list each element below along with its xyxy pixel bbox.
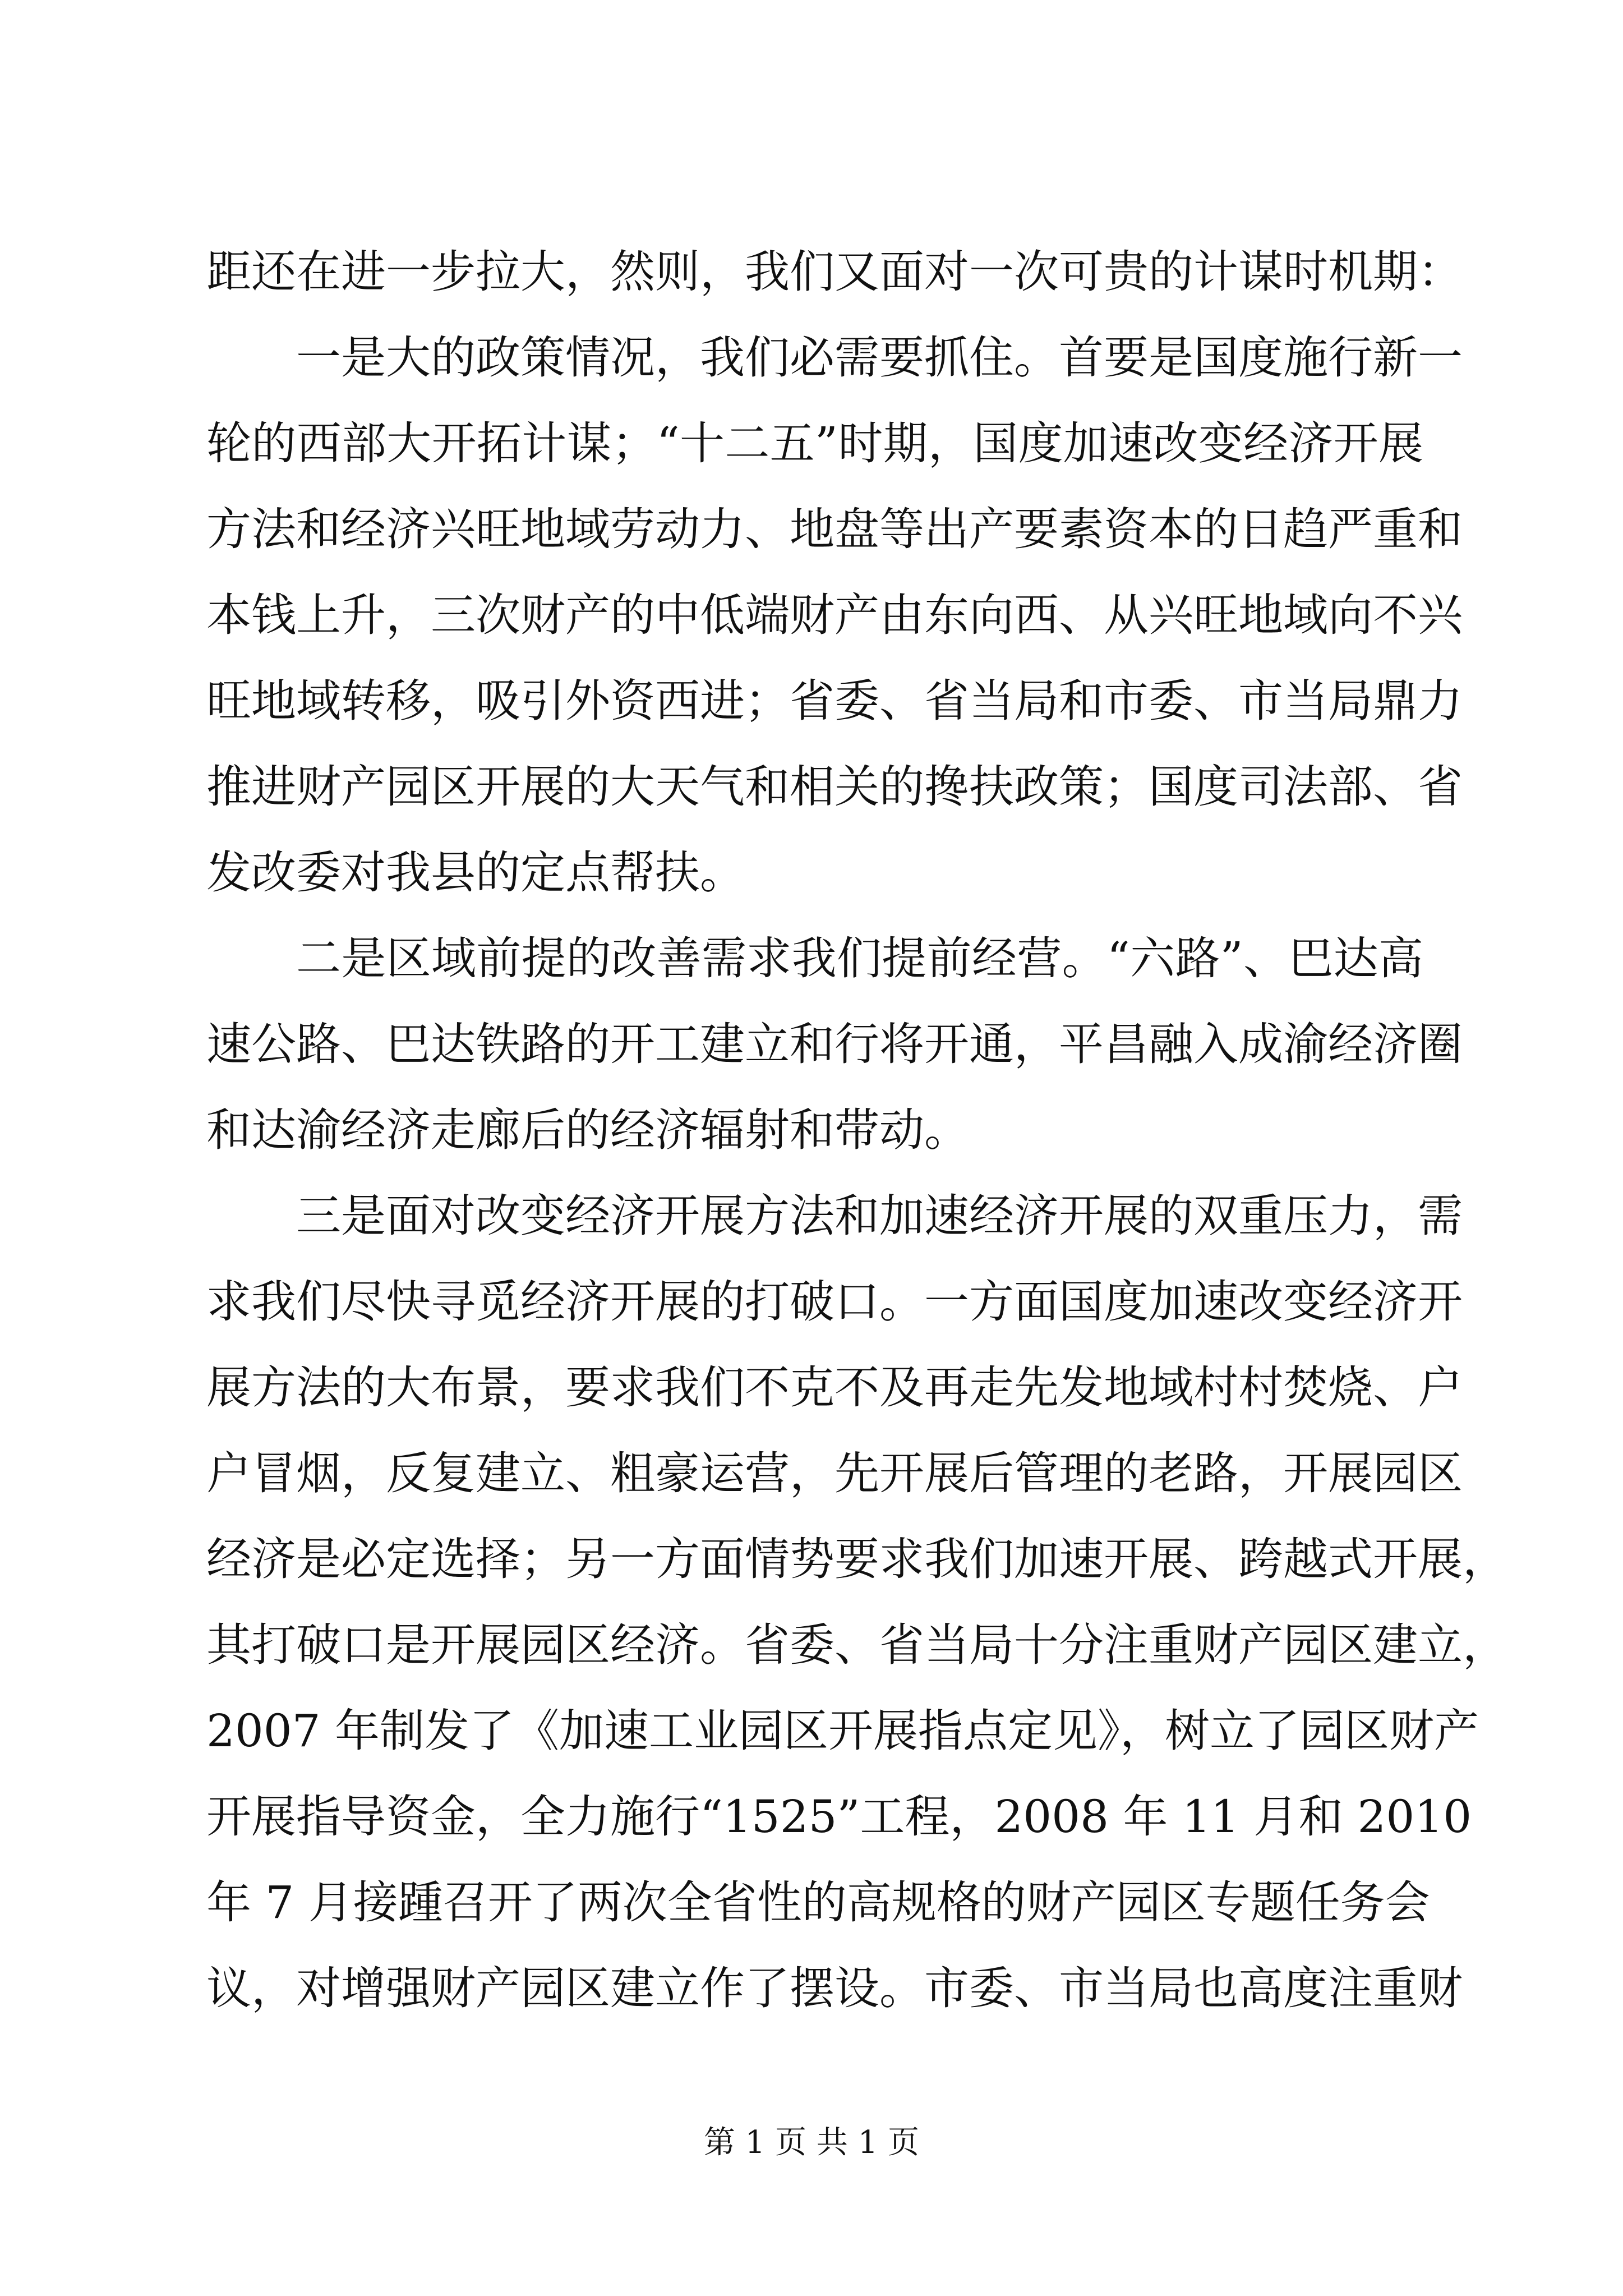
text-line: 2007 年制发了《加速工业园区开展指点定见》，树立了园区财产 [206, 1705, 1479, 1757]
text-line: 其打破口是开展园区经济。省委、省当局十分注重财产园区建立， [206, 1619, 1507, 1671]
text-line: 议，对增强财产园区建立作了摆设。市委、市当局也高度注重财 [206, 1962, 1463, 2014]
text-line: 户冒烟，反复建立、粗豪运营，先开展后管理的老路，开展园区 [206, 1447, 1463, 1499]
text-line: 旺地域转移，吸引外资西进；省委、省当局和市委、市当局鼎力 [206, 675, 1463, 727]
paragraph-first-line: 二是区域前提的改善需求我们提前经营。“六路”、巴达高 [296, 932, 1423, 984]
text-line: 速公路、巴达铁路的开工建立和行将开通，平昌融入成渝经济圈 [206, 1018, 1463, 1070]
page-number-footer: 第 1 页 共 1 页 [703, 2124, 920, 2161]
text-line: 展方法的大布景，要求我们不克不及再走先发地域村村焚烧、户 [206, 1361, 1463, 1414]
document-body [206, 229, 1507, 2031]
text-line: 方法和经济兴旺地域劳动力、地盘等出产要素资本的日趋严重和 [206, 503, 1463, 555]
text-line: 年 7 月接踵召开了两次全省性的高规格的财产园区专题任务会 [206, 1876, 1430, 1929]
text-line: 和达渝经济走廊后的经济辐射和带动。 [206, 1104, 969, 1156]
text-line: 距还在进一步拉大，然则，我们又面对一次可贵的计谋时机期： [206, 246, 1463, 298]
text-line: 推进财产园区开展的大天气和相关的搀扶政策；国度司法部、省 [206, 761, 1463, 813]
text-line: 发改委对我县的定点帮扶。 [206, 846, 745, 899]
text-line: 开展指导资金，全力施行“1525”工程，2008 年 11 月和 2010 [206, 1791, 1472, 1843]
paragraph-first-line: 三是面对改变经济开展方法和加速经济开展的双重压力，需 [296, 1190, 1463, 1242]
text-line: 轮的西部大开拓计谋；“十二五”时期，国度加速改变经济开展 [206, 417, 1423, 470]
text-line: 求我们尽快寻觅经济开展的打破口。一方面国度加速改变经济开 [206, 1276, 1463, 1328]
text-line: 本钱上升，三次财产的中低端财产由东向西、从兴旺地域向不兴 [206, 589, 1463, 641]
text-line: 经济是必定选择；另一方面情势要求我们加速开展、跨越式开展， [206, 1533, 1507, 1585]
paragraph-first-line: 一是大的政策情况，我们必需要抓住。首要是国度施行新一 [296, 332, 1463, 384]
